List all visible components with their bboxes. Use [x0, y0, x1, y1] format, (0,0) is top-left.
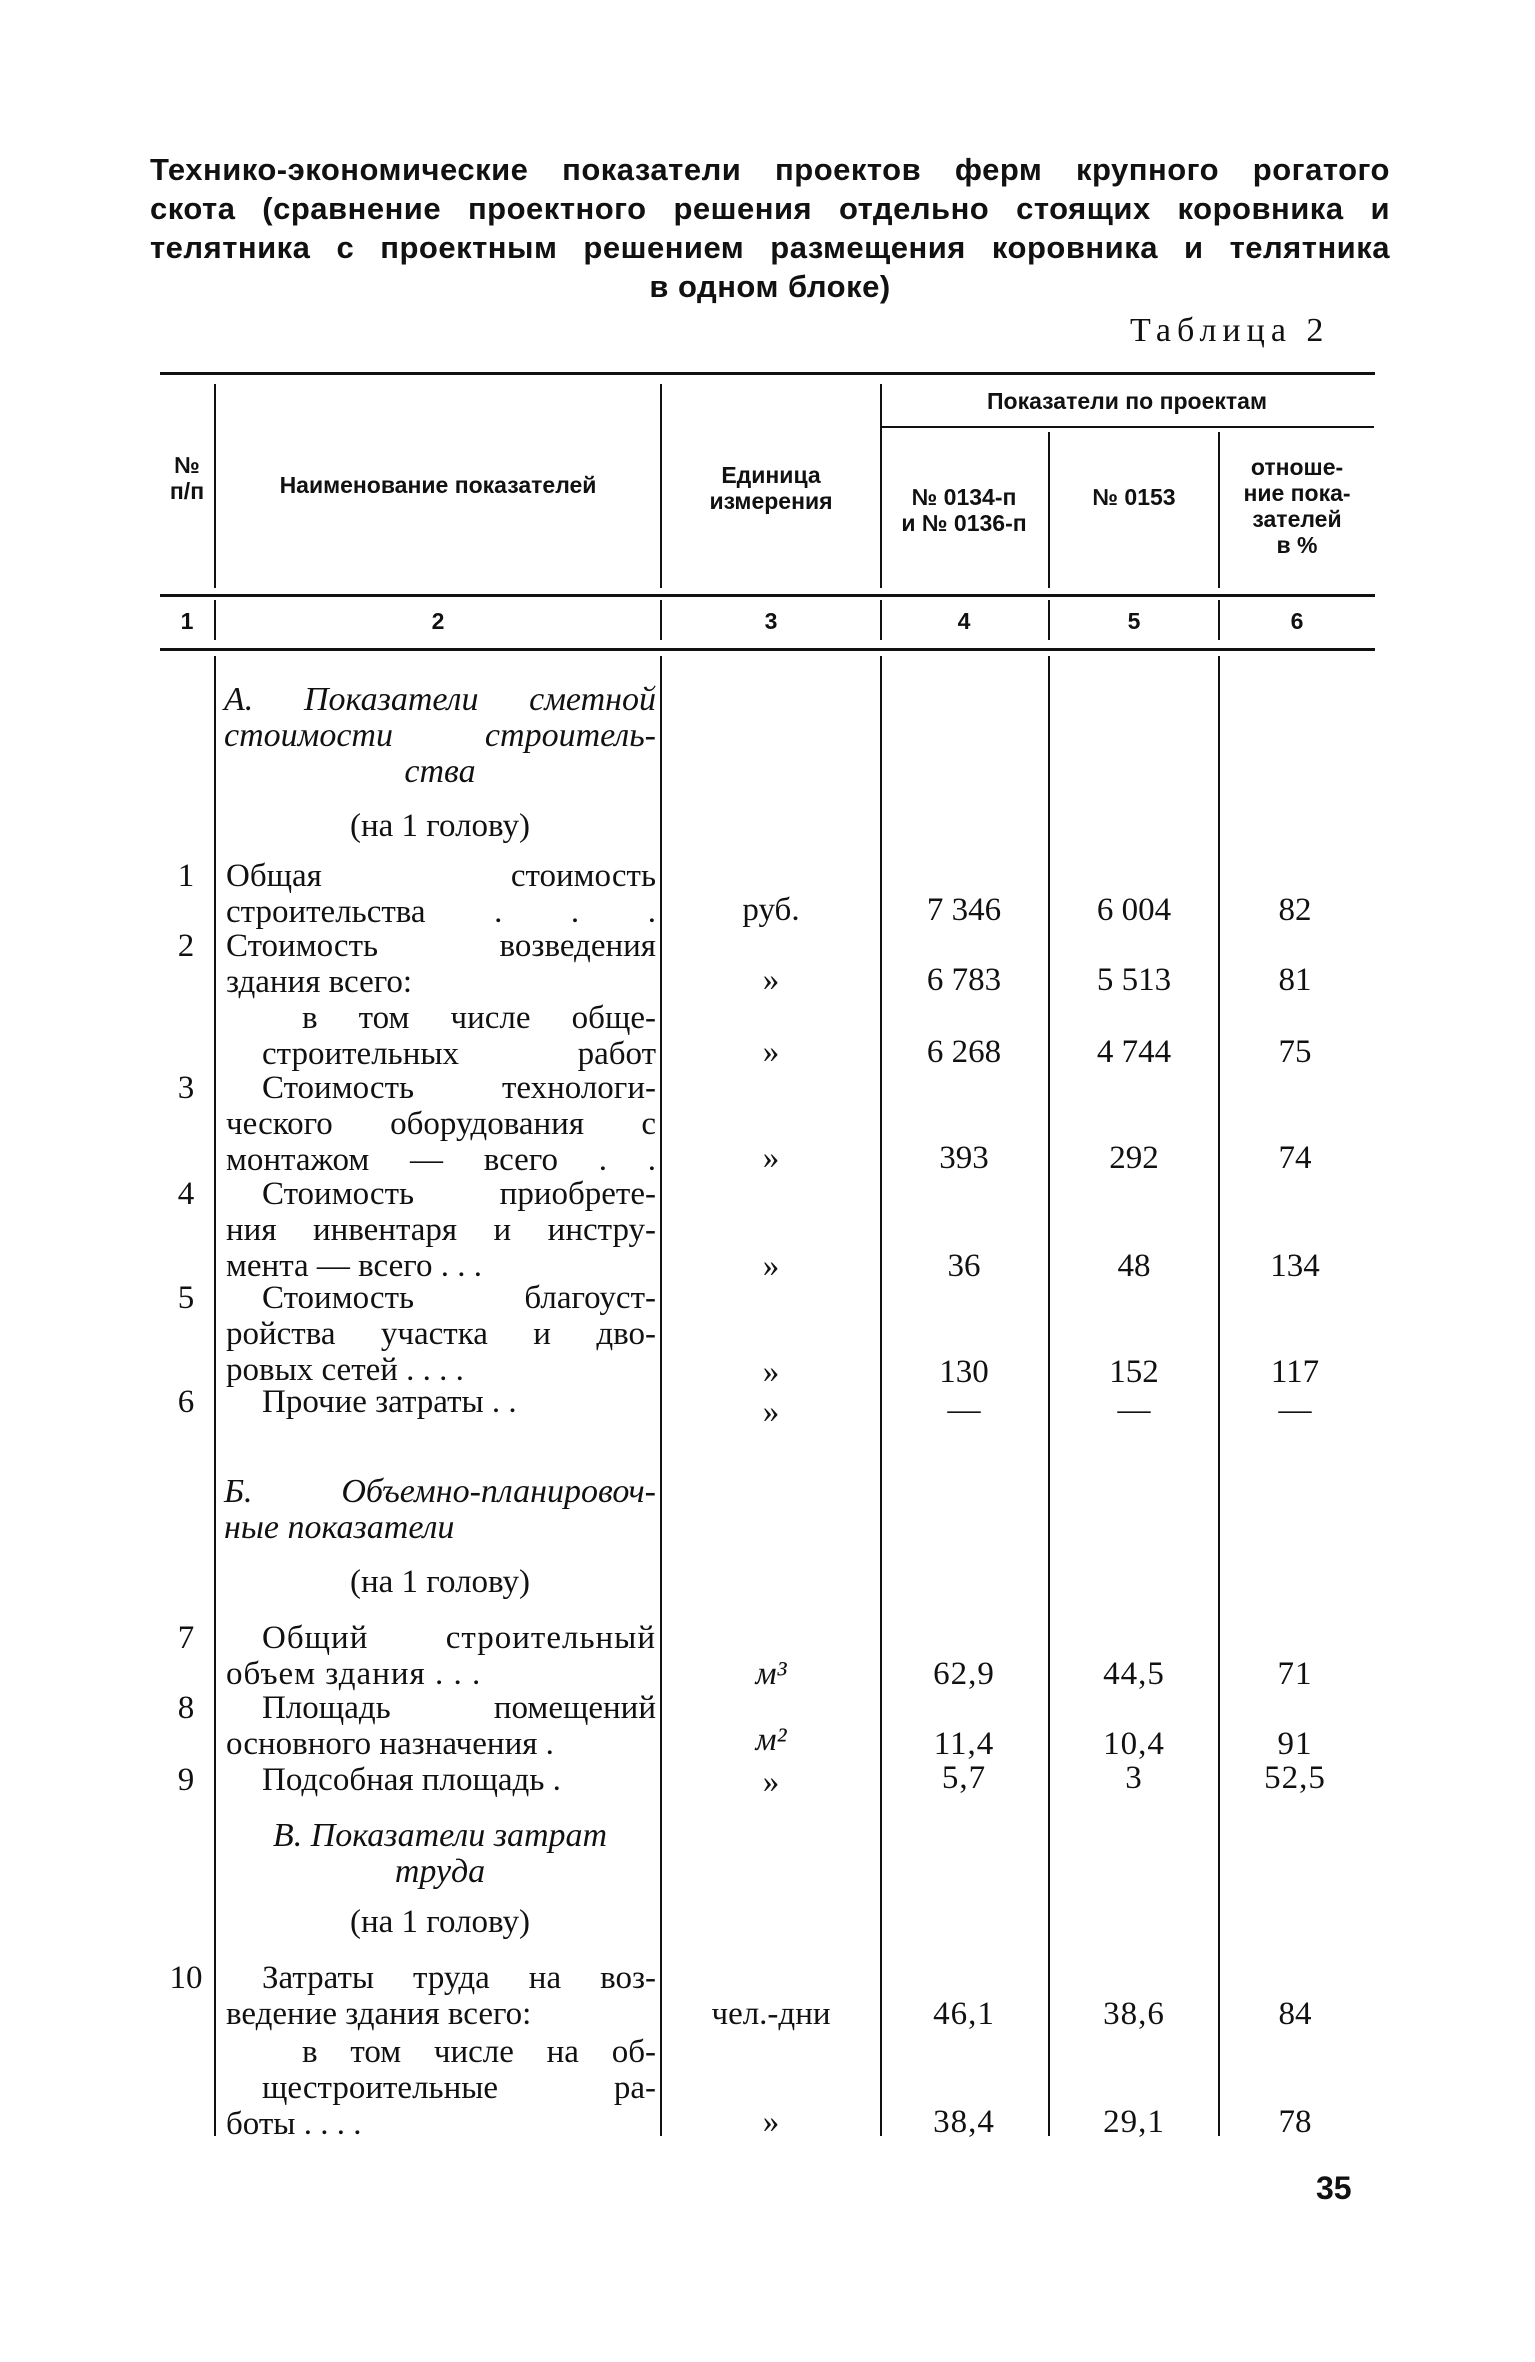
row-name-line: в том числе обще-	[302, 1000, 656, 1036]
section-c-line1: В. Показатели затрат	[272, 1817, 608, 1854]
row-value-project-0153: 10,4	[1103, 1726, 1165, 1762]
title-line-4: в одном блоке)	[649, 269, 891, 304]
row-number: 10	[169, 1960, 203, 1996]
header-col4	[880, 484, 1048, 536]
row-value-ratio: —	[1278, 1392, 1312, 1428]
row-value-project-0134: 62,9	[933, 1656, 995, 1692]
row-name	[226, 1176, 656, 1284]
row-number: 2	[177, 928, 195, 964]
row-number: 1	[177, 858, 195, 894]
row-name-line: ния инвентаря и инстру-	[226, 1212, 656, 1248]
row-value-project-0134: 11,4	[933, 1726, 995, 1762]
row-unit: »	[762, 1140, 780, 1176]
header-col5: № 0153	[1092, 484, 1176, 510]
row-value-project-0153: 3	[1125, 1760, 1143, 1796]
row-value-project-0153: 6 004	[1096, 892, 1172, 928]
row-name-line: щестроительные ра-	[262, 2070, 656, 2106]
title-line-3: телятника с проектным решением размещения коровника и телятника	[150, 230, 1390, 265]
row-name	[226, 1070, 656, 1178]
header-group: Показатели по проектам	[987, 388, 1267, 414]
header-col6-line3: зателей	[1252, 506, 1342, 532]
header-col4-line2: и № 0136-п	[901, 510, 1027, 536]
row-value-ratio: 74	[1278, 1140, 1312, 1176]
header-col3-line1: Единица	[721, 462, 821, 488]
row-name	[226, 1960, 656, 2032]
row-name-line: Подсобная площадь .	[262, 1762, 561, 1798]
section-a-line2: стоимости строитель-	[224, 717, 656, 754]
row-name	[226, 928, 656, 1000]
row-unit: »	[762, 1764, 780, 1800]
row-name-line: Стоимость технологи-	[262, 1070, 656, 1106]
header-divider-4	[1048, 432, 1050, 588]
row-name-line: Затраты труда на воз-	[262, 1960, 656, 1996]
row-value-ratio: 52,5	[1264, 1760, 1326, 1796]
row-name-line: ровых сетей . . . .	[226, 1352, 464, 1388]
row-unit: »	[762, 962, 780, 998]
row-number: 9	[177, 1762, 195, 1798]
header-col6-line4: в %	[1276, 532, 1318, 558]
row-name-line: основного назначения .	[226, 1726, 554, 1762]
row-value-project-0153: 4 744	[1096, 1034, 1172, 1070]
header-col6-line1: отноше-	[1250, 454, 1344, 480]
column-number-4: 4	[957, 608, 971, 634]
row-name	[226, 1280, 656, 1388]
row-value-project-0134: 5,7	[941, 1760, 987, 1796]
section-b-heading	[224, 1474, 656, 1546]
row-unit: »	[762, 1034, 780, 1070]
page-number: 35	[1316, 2170, 1352, 2206]
section-b-line2: ные показатели	[224, 1509, 455, 1546]
row-value-project-0153: 44,5	[1103, 1656, 1165, 1692]
row-value-project-0134: 393	[939, 1140, 989, 1176]
title-line-2: скота (сравнение проектного решения отдельно стоящих коровника и	[150, 191, 1390, 226]
row-value-project-0134: 38,4	[933, 2104, 995, 2140]
row-unit: »	[762, 2104, 780, 2140]
row-name-line: строительных работ	[262, 1036, 656, 1072]
row-name-line: ведение здания всего:	[226, 1996, 532, 2032]
section-a-subheading: (на 1 голову)	[350, 808, 530, 844]
row-name-line: монтажом — всего . .	[226, 1142, 656, 1178]
row-value-ratio: 117	[1270, 1354, 1320, 1390]
row-value-project-0134: 36	[947, 1248, 981, 1284]
row-unit: »	[762, 1354, 780, 1390]
title-line-1: Технико-экономические показатели проектов ферм крупного рогатого	[150, 152, 1390, 187]
row-value-project-0153: 48	[1117, 1248, 1151, 1284]
row-name	[226, 858, 656, 930]
table-top-rule	[160, 372, 1375, 375]
row-value-ratio: 78	[1278, 2104, 1312, 2140]
section-c-line2: труда	[394, 1853, 486, 1890]
row-unit: руб.	[742, 892, 800, 928]
row-name	[226, 1620, 656, 1692]
row-unit: м²	[755, 1722, 787, 1758]
row-value-project-0134: 130	[939, 1354, 989, 1390]
header-col1-line2: п/п	[169, 478, 205, 504]
row-value-ratio: 134	[1270, 1248, 1320, 1284]
header-col2: Наименование показателей	[279, 472, 597, 498]
header-col4-line1: № 0134-п	[911, 484, 1017, 510]
header-bottom-rule	[160, 594, 1375, 597]
column-number-5: 5	[1127, 608, 1141, 634]
row-value-project-0153: 38,6	[1103, 1996, 1165, 2032]
column-number-1: 1	[180, 608, 194, 634]
column-number-2: 2	[431, 608, 445, 634]
header-col3	[662, 462, 880, 514]
row-name	[226, 2034, 656, 2142]
row-value-project-0153: 5 513	[1096, 962, 1172, 998]
row-number: 4	[177, 1176, 195, 1212]
row-name-line: боты . . . .	[226, 2106, 362, 2142]
header-col1	[160, 452, 214, 504]
row-value-project-0153: 152	[1109, 1354, 1159, 1390]
header-col6	[1220, 454, 1374, 558]
row-name-line: в том числе на об-	[302, 2034, 656, 2070]
row-name-line: ческого оборудования с	[226, 1106, 656, 1142]
row-name	[226, 1000, 656, 1072]
row-name-line: объем здания . . .	[226, 1656, 482, 1692]
row-name-line: ройства участка и дво-	[226, 1316, 656, 1352]
row-name-line: мента — всего . . .	[226, 1248, 482, 1284]
section-b-line1: Б. Объемно-планировоч-	[224, 1473, 656, 1510]
column-number-3: 3	[764, 608, 778, 634]
row-name-line: Стоимость благоуст-	[262, 1280, 656, 1316]
row-number: 3	[177, 1070, 195, 1106]
document-title	[150, 150, 1390, 306]
row-value-ratio: 71	[1277, 1656, 1313, 1692]
row-name-line: строительства . . .	[226, 894, 656, 930]
row-unit: »	[762, 1394, 780, 1430]
row-name	[226, 1762, 656, 1798]
row-number: 6	[177, 1384, 195, 1420]
section-c-subheading: (на 1 голову)	[350, 1904, 530, 1940]
row-value-ratio: 75	[1278, 1034, 1312, 1070]
section-a-line1: А. Показатели сметной	[224, 681, 656, 718]
section-a-heading	[224, 682, 656, 790]
row-value-ratio: 84	[1278, 1996, 1312, 2032]
row-number: 7	[177, 1620, 195, 1656]
row-unit: чел.-дни	[711, 1996, 831, 2032]
row-name-line: Общий строительный	[262, 1620, 656, 1656]
group-divider-rule	[880, 426, 1374, 428]
body-divider-1	[214, 656, 216, 2136]
row-name	[226, 1690, 656, 1762]
column-number-rule	[160, 648, 1375, 651]
row-name-line: Общая стоимость	[226, 858, 656, 894]
row-value-project-0153: 29,1	[1103, 2104, 1165, 2140]
header-col6-line2: ние пока-	[1243, 480, 1351, 506]
header-col3-line2: измерения	[709, 488, 833, 514]
row-value-ratio: 82	[1278, 892, 1312, 928]
column-number-6: 6	[1290, 608, 1304, 634]
section-b-subheading: (на 1 голову)	[350, 1564, 530, 1600]
row-value-project-0153: —	[1117, 1392, 1151, 1428]
section-a-line3: ства	[404, 753, 476, 790]
row-number: 8	[177, 1690, 195, 1726]
row-number: 5	[177, 1280, 195, 1316]
row-name-line: Прочие затраты . .	[262, 1384, 517, 1420]
header-col1-line1: №	[174, 452, 200, 478]
row-value-project-0134: 6 268	[926, 1034, 1002, 1070]
row-name	[226, 1384, 656, 1420]
row-name-line: Стоимость возведения	[226, 928, 656, 964]
row-unit: м³	[755, 1656, 787, 1692]
row-value-project-0134: 6 783	[926, 962, 1002, 998]
row-value-project-0134: 46,1	[933, 1996, 995, 2032]
row-value-project-0134: —	[947, 1392, 981, 1428]
row-unit: »	[762, 1248, 780, 1284]
table-label: Таблица 2	[1130, 312, 1330, 349]
row-value-project-0134: 7 346	[926, 892, 1002, 928]
section-c-heading	[224, 1818, 656, 1890]
row-name-line: Площадь помещений	[262, 1690, 656, 1726]
row-value-ratio: 81	[1278, 962, 1312, 998]
row-value-ratio: 91	[1277, 1726, 1313, 1762]
row-name-line: Стоимость приобрете-	[262, 1176, 656, 1212]
row-value-project-0153: 292	[1109, 1140, 1159, 1176]
row-name-line: здания всего:	[226, 964, 413, 1000]
